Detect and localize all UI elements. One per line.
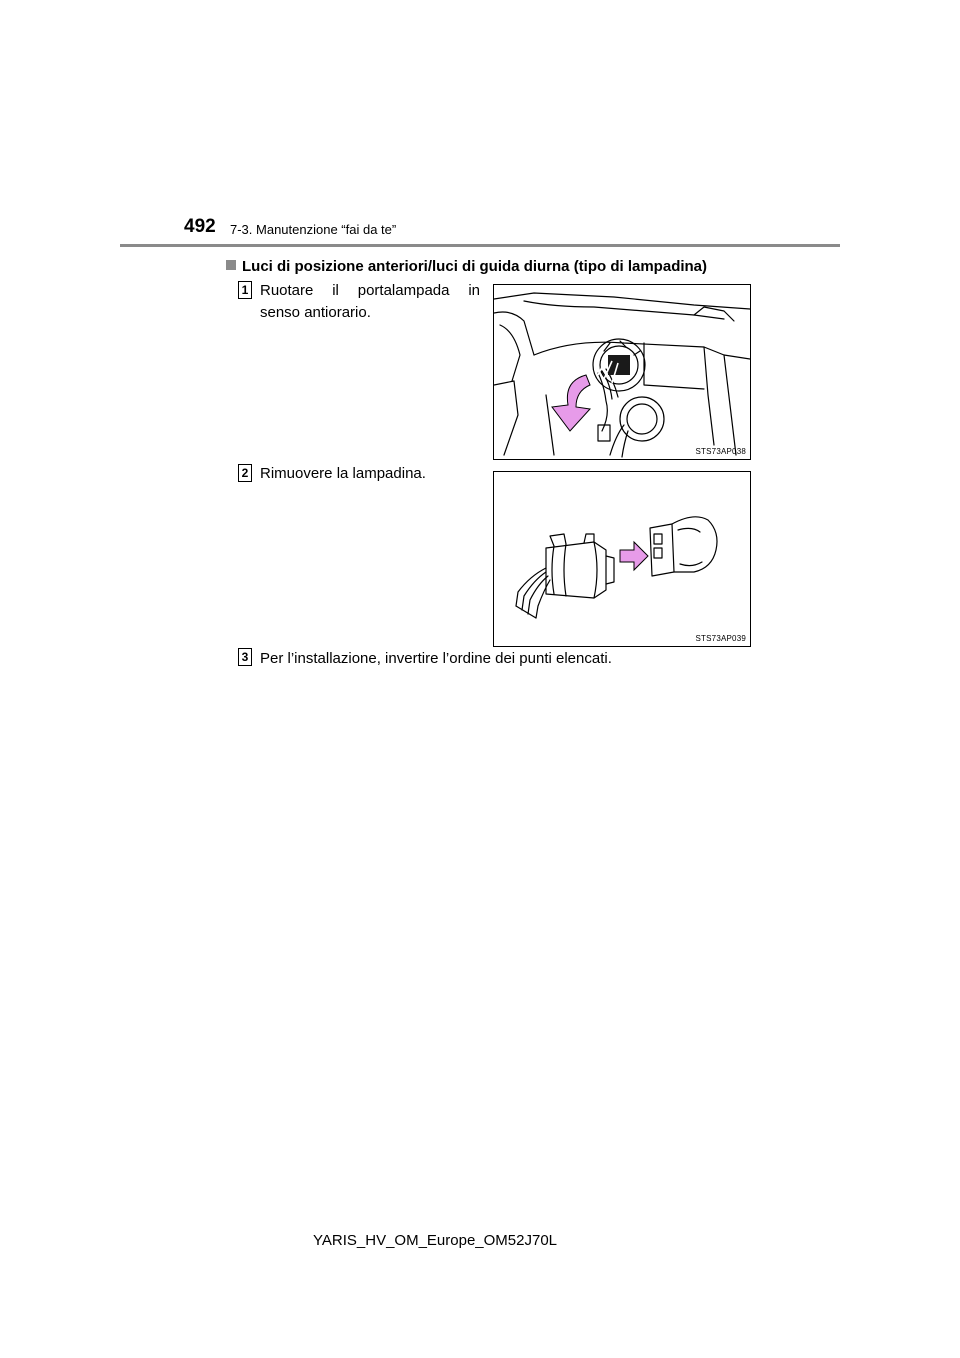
step-number-1: 1	[238, 281, 252, 299]
square-bullet-icon	[226, 260, 236, 270]
section-heading-text: Luci di posizione anteriori/luci di guida diurna (tipo di lampadina)	[242, 258, 708, 275]
figure-code: STS73AP039	[695, 634, 746, 643]
page-number: 492	[184, 216, 216, 237]
section-header: 7-3. Manutenzione “fai da te”	[230, 222, 397, 237]
step-3-text: Per l’installazione, invertire l’ordine dei punti elencati.	[260, 650, 612, 667]
section-heading	[226, 258, 707, 275]
step-1-line-1: Ruotare il portalampada in	[260, 282, 480, 299]
footer-doc-code: YARIS_HV_OM_Europe_OM52J70L	[313, 1232, 558, 1249]
figure-rotate-socket	[493, 284, 751, 460]
step-1-text	[260, 280, 480, 324]
step-1-line-2: senso antiorario.	[260, 304, 371, 321]
figure-code: STS73AP038	[695, 447, 746, 456]
rotate-socket-illustration	[494, 285, 750, 459]
step-number-3: 3	[238, 648, 252, 666]
remove-bulb-illustration	[494, 472, 750, 646]
step-number-2: 2	[238, 464, 252, 482]
step-2-text: Rimuovere la lampadina.	[260, 465, 426, 482]
header-rule	[120, 244, 840, 247]
figure-remove-bulb	[493, 471, 751, 647]
